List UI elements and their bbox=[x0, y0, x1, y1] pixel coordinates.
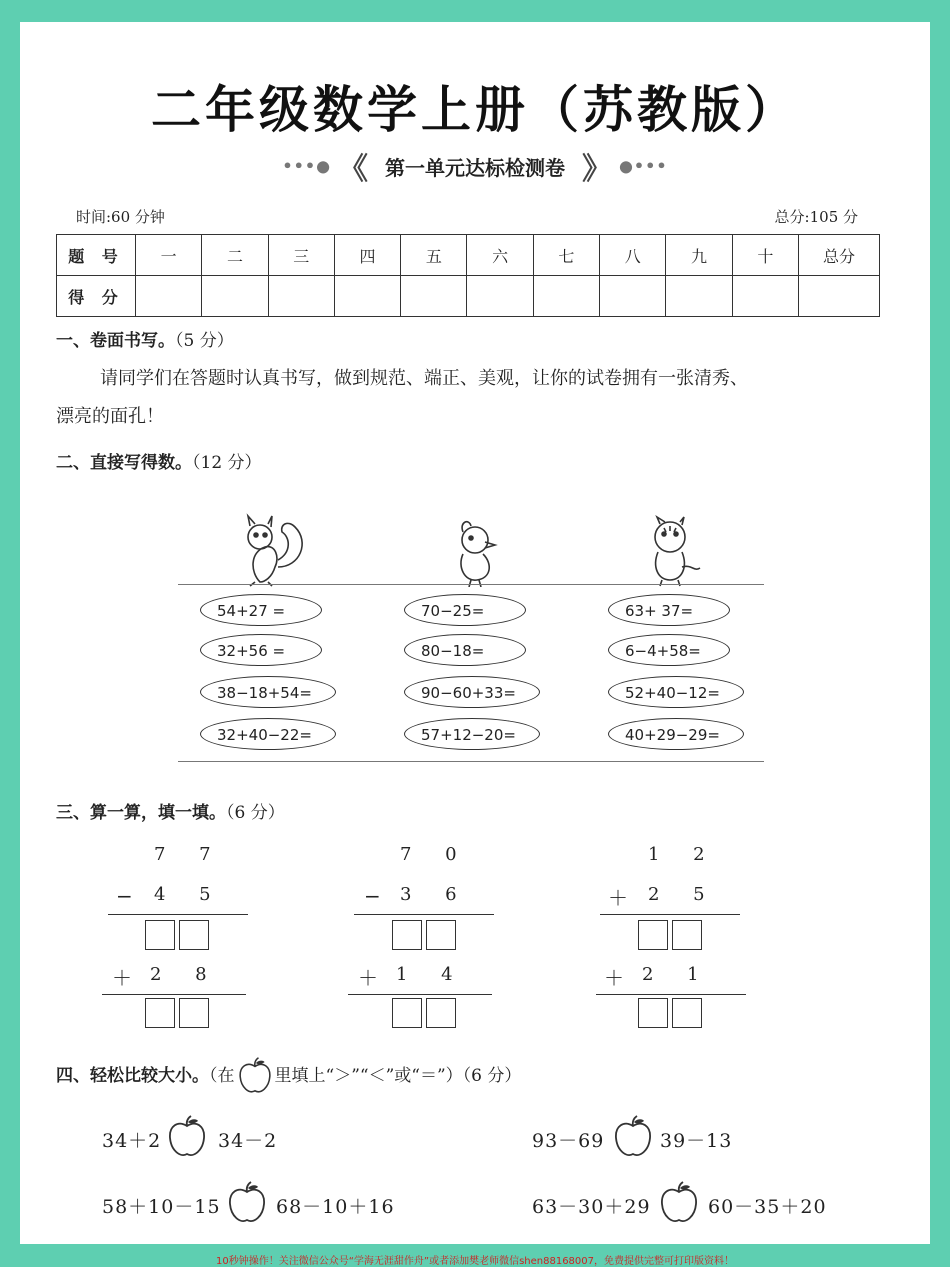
score-cell[interactable] bbox=[600, 276, 666, 317]
score-header-cell: 三 bbox=[268, 235, 334, 276]
instruction-line-2: 漂亮的面孔！ bbox=[56, 406, 164, 427]
compare-right: 68－10＋16 bbox=[276, 1196, 395, 1218]
left-ornament-icon: 《 bbox=[338, 152, 369, 187]
section-3-heading bbox=[56, 798, 285, 823]
score-cell[interactable] bbox=[799, 276, 880, 317]
answer-box[interactable] bbox=[638, 998, 668, 1028]
score-cell[interactable] bbox=[533, 276, 599, 317]
section-4-title: 四、轻松比较大小。 bbox=[56, 1066, 209, 1086]
apple-icon[interactable] bbox=[656, 1180, 702, 1226]
vcalc-operator: ＋ bbox=[358, 966, 378, 990]
oral-calc-oval[interactable]: 80−18= bbox=[404, 634, 526, 666]
vcalc-top-number: 1 2 bbox=[648, 844, 719, 865]
oral-calc-oval[interactable]: 52+40−12= bbox=[608, 676, 744, 708]
score-header-cell: 题 号 bbox=[57, 235, 136, 276]
score-header-cell: 七 bbox=[533, 235, 599, 276]
oral-calc-oval[interactable]: 38−18+54= bbox=[200, 676, 336, 708]
oral-calc-oval[interactable]: 54+27 = bbox=[200, 594, 322, 626]
answer-box[interactable] bbox=[426, 998, 456, 1028]
subtitle-deco-left: •••● bbox=[282, 156, 332, 176]
chick-icon bbox=[461, 522, 495, 587]
score-cell[interactable] bbox=[401, 276, 467, 317]
vcalc-line bbox=[108, 914, 248, 915]
answer-box[interactable] bbox=[638, 920, 668, 950]
vcalc-number: 3 6 bbox=[400, 884, 471, 905]
vcalc-operator: ＋ bbox=[112, 966, 132, 990]
vcalc-line bbox=[600, 914, 740, 915]
answer-box[interactable] bbox=[426, 920, 456, 950]
oral-calc-oval[interactable]: 90−60+33= bbox=[404, 676, 540, 708]
vcalc-number: 2 1 bbox=[642, 964, 713, 985]
compare-left: 34＋2 bbox=[102, 1130, 162, 1152]
section-2-points: （12 分） bbox=[192, 453, 262, 473]
compare-left: 63－30＋29 bbox=[532, 1196, 651, 1218]
vcalc-operator: ＋ bbox=[608, 886, 628, 910]
vcalc-operator: ＋ bbox=[604, 966, 624, 990]
vcalc-number: 2 8 bbox=[150, 964, 221, 985]
oral-calc-oval[interactable]: 57+12−20= bbox=[404, 718, 540, 750]
score-header-cell: 八 bbox=[600, 235, 666, 276]
score-header-cell: 五 bbox=[401, 235, 467, 276]
score-cell[interactable] bbox=[732, 276, 798, 317]
vcalc-operator: − bbox=[116, 884, 133, 908]
page-title: 二年级数学上册（苏教版） bbox=[151, 81, 799, 139]
oral-calc-oval[interactable]: 6−4+58= bbox=[608, 634, 730, 666]
answer-box[interactable] bbox=[672, 920, 702, 950]
vcalc-top-number: 7 7 bbox=[154, 844, 225, 865]
answer-box[interactable] bbox=[145, 998, 175, 1028]
worksheet-page bbox=[20, 22, 930, 1244]
score-cell[interactable] bbox=[202, 276, 268, 317]
section-4-points-pre: （在 bbox=[209, 1066, 235, 1086]
apple-icon[interactable] bbox=[610, 1114, 656, 1160]
score-cell[interactable] bbox=[334, 276, 400, 317]
compare-right: 34－2 bbox=[218, 1130, 278, 1152]
vcalc-number: 1 4 bbox=[396, 964, 467, 985]
score-header-cell: 十 bbox=[732, 235, 798, 276]
score-header-cell: 六 bbox=[467, 235, 533, 276]
right-ornament-icon: 》 bbox=[581, 152, 612, 187]
compare-left: 58＋10－15 bbox=[102, 1196, 221, 1218]
oral-calc-oval[interactable]: 70−25= bbox=[404, 594, 526, 626]
oral-calc-oval[interactable]: 63+ 37= bbox=[608, 594, 730, 626]
apple-icon bbox=[235, 1056, 275, 1096]
score-table bbox=[56, 234, 880, 317]
score-row-label: 得 分 bbox=[57, 276, 136, 317]
section-3-title: 三、算一算，填一填。 bbox=[56, 803, 226, 823]
score-table-header-row bbox=[57, 235, 880, 276]
vcalc-number: 4 5 bbox=[154, 884, 225, 905]
answer-box[interactable] bbox=[672, 998, 702, 1028]
vcalc-top-number: 7 0 bbox=[400, 844, 471, 865]
answer-box[interactable] bbox=[179, 920, 209, 950]
vcalc-line bbox=[354, 914, 494, 915]
score-cell[interactable] bbox=[136, 276, 202, 317]
answer-box[interactable] bbox=[179, 998, 209, 1028]
answer-box[interactable] bbox=[392, 920, 422, 950]
apple-icon[interactable] bbox=[164, 1114, 210, 1160]
section-4-heading bbox=[56, 1056, 521, 1096]
compare-right: 60－35＋20 bbox=[708, 1196, 827, 1218]
footer-notice: 10秒钟操作！关注微信公众号“学海无涯甜作舟”或者添加樊老师微信shen88168007，免费提供完整可打印版资料！ bbox=[215, 1256, 735, 1267]
section-2-heading bbox=[56, 448, 262, 473]
score-cell[interactable] bbox=[666, 276, 732, 317]
score-header-cell: 一 bbox=[136, 235, 202, 276]
score-header-cell: 九 bbox=[666, 235, 732, 276]
compare-left: 93－69 bbox=[532, 1130, 605, 1152]
vcalc-line bbox=[102, 994, 246, 995]
score-cell[interactable] bbox=[268, 276, 334, 317]
apple-icon[interactable] bbox=[224, 1180, 270, 1226]
section-3-points: （6 分） bbox=[226, 803, 285, 823]
animal-illustrations bbox=[180, 512, 770, 587]
time-limit: 时间:60 分钟 bbox=[76, 208, 165, 226]
vcalc-number: 2 5 bbox=[648, 884, 719, 905]
subtitle-deco-right: ●••• bbox=[618, 156, 668, 176]
score-header-cell: 二 bbox=[202, 235, 268, 276]
section-1-title: 一、卷面书写。 bbox=[56, 331, 175, 351]
oral-calc-oval[interactable]: 32+56 = bbox=[200, 634, 322, 666]
instruction-line-1: 请同学们在答题时认真书写，做到规范、端正、美观，让你的试卷拥有一张清秀、 bbox=[100, 368, 748, 389]
section-1-points: （5 分） bbox=[175, 331, 234, 351]
subtitle-banner bbox=[20, 144, 930, 188]
tiger-icon bbox=[655, 517, 700, 586]
oral-calc-oval[interactable]: 40+29−29= bbox=[608, 718, 744, 750]
squirrel-icon bbox=[248, 516, 302, 586]
section-2-title: 二、直接写得数。 bbox=[56, 453, 192, 473]
section-1-instructions bbox=[56, 360, 896, 436]
section-1-heading bbox=[56, 326, 234, 351]
vcalc-line bbox=[596, 994, 746, 995]
top-divider-line bbox=[178, 584, 764, 585]
compare-right: 39－13 bbox=[660, 1130, 733, 1152]
answer-box[interactable] bbox=[145, 920, 175, 950]
subtitle: 第一单元达标检测卷 bbox=[385, 155, 565, 180]
score-cell[interactable] bbox=[467, 276, 533, 317]
oral-calc-oval[interactable]: 32+40−22= bbox=[200, 718, 336, 750]
answer-box[interactable] bbox=[392, 998, 422, 1028]
total-score: 总分:105 分 bbox=[774, 208, 858, 226]
score-table-score-row bbox=[57, 276, 880, 317]
vcalc-operator: − bbox=[364, 884, 381, 908]
bottom-divider-line bbox=[178, 761, 764, 762]
section-4-points-post: 里填上“＞”“＜”或“＝”）（6 分） bbox=[274, 1066, 522, 1086]
score-header-cell: 四 bbox=[334, 235, 400, 276]
vcalc-line bbox=[348, 994, 492, 995]
score-header-cell: 总分 bbox=[799, 235, 880, 276]
